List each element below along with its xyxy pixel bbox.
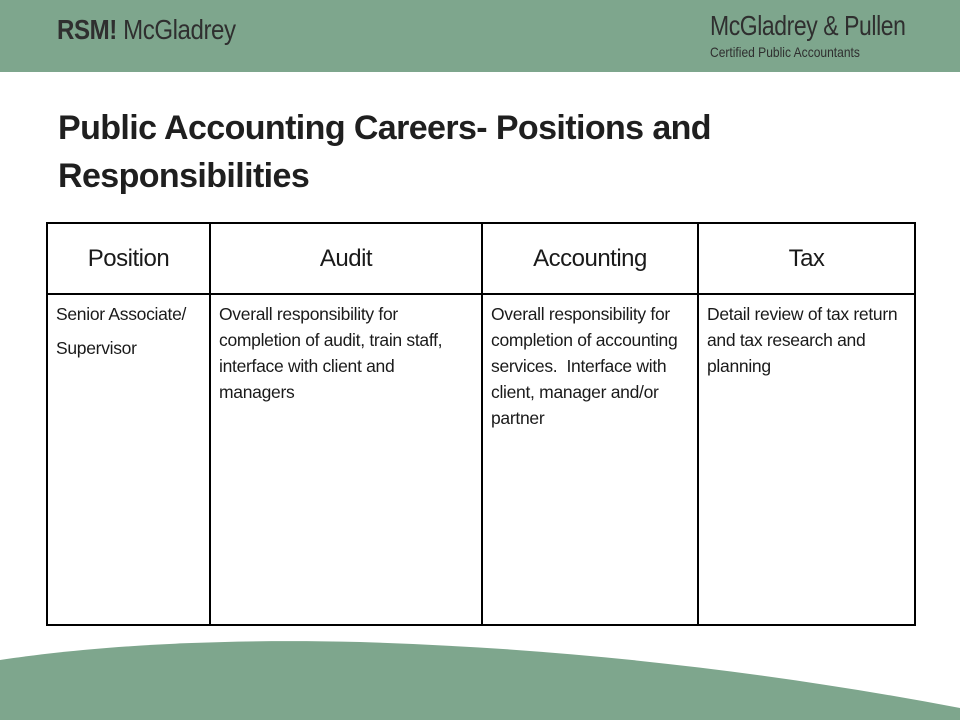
mcgladrey-pullen-logo (710, 11, 948, 60)
cell-tax: Detail review of tax return and tax research and planning (698, 294, 915, 625)
footer-wave (0, 630, 960, 720)
positions-table-container (46, 222, 914, 626)
header-position: Position (47, 223, 210, 294)
table-header-row (47, 223, 915, 294)
header-tax: Tax (698, 223, 915, 294)
logo-rsm-text: RSM (57, 14, 110, 45)
header-accounting: Accounting (482, 223, 698, 294)
rsm-mcgladrey-logo (57, 14, 236, 46)
positions-table (46, 222, 916, 626)
logo-firm-name: McGladrey & Pullen (710, 10, 906, 41)
position-line: Senior Associate/ (56, 304, 187, 324)
logo-mcgladrey-text: McGladrey (123, 14, 236, 45)
logo-rsm-mark: ! (109, 14, 117, 45)
cell-position (47, 294, 210, 625)
position-line: Supervisor (56, 338, 137, 358)
cell-accounting: Overall responsibility for completion of accounting services. Interface with client, manager and/or partner (482, 294, 698, 625)
logo-firm-tagline: Certified Public Accountants (710, 44, 860, 60)
header-audit: Audit (210, 223, 482, 294)
table-row (47, 294, 915, 625)
cell-audit: Overall responsibility for completion of audit, train staff, interface with client and managers (210, 294, 482, 625)
slide-title: Public Accounting Careers- Positions and Responsibilities (58, 109, 711, 195)
